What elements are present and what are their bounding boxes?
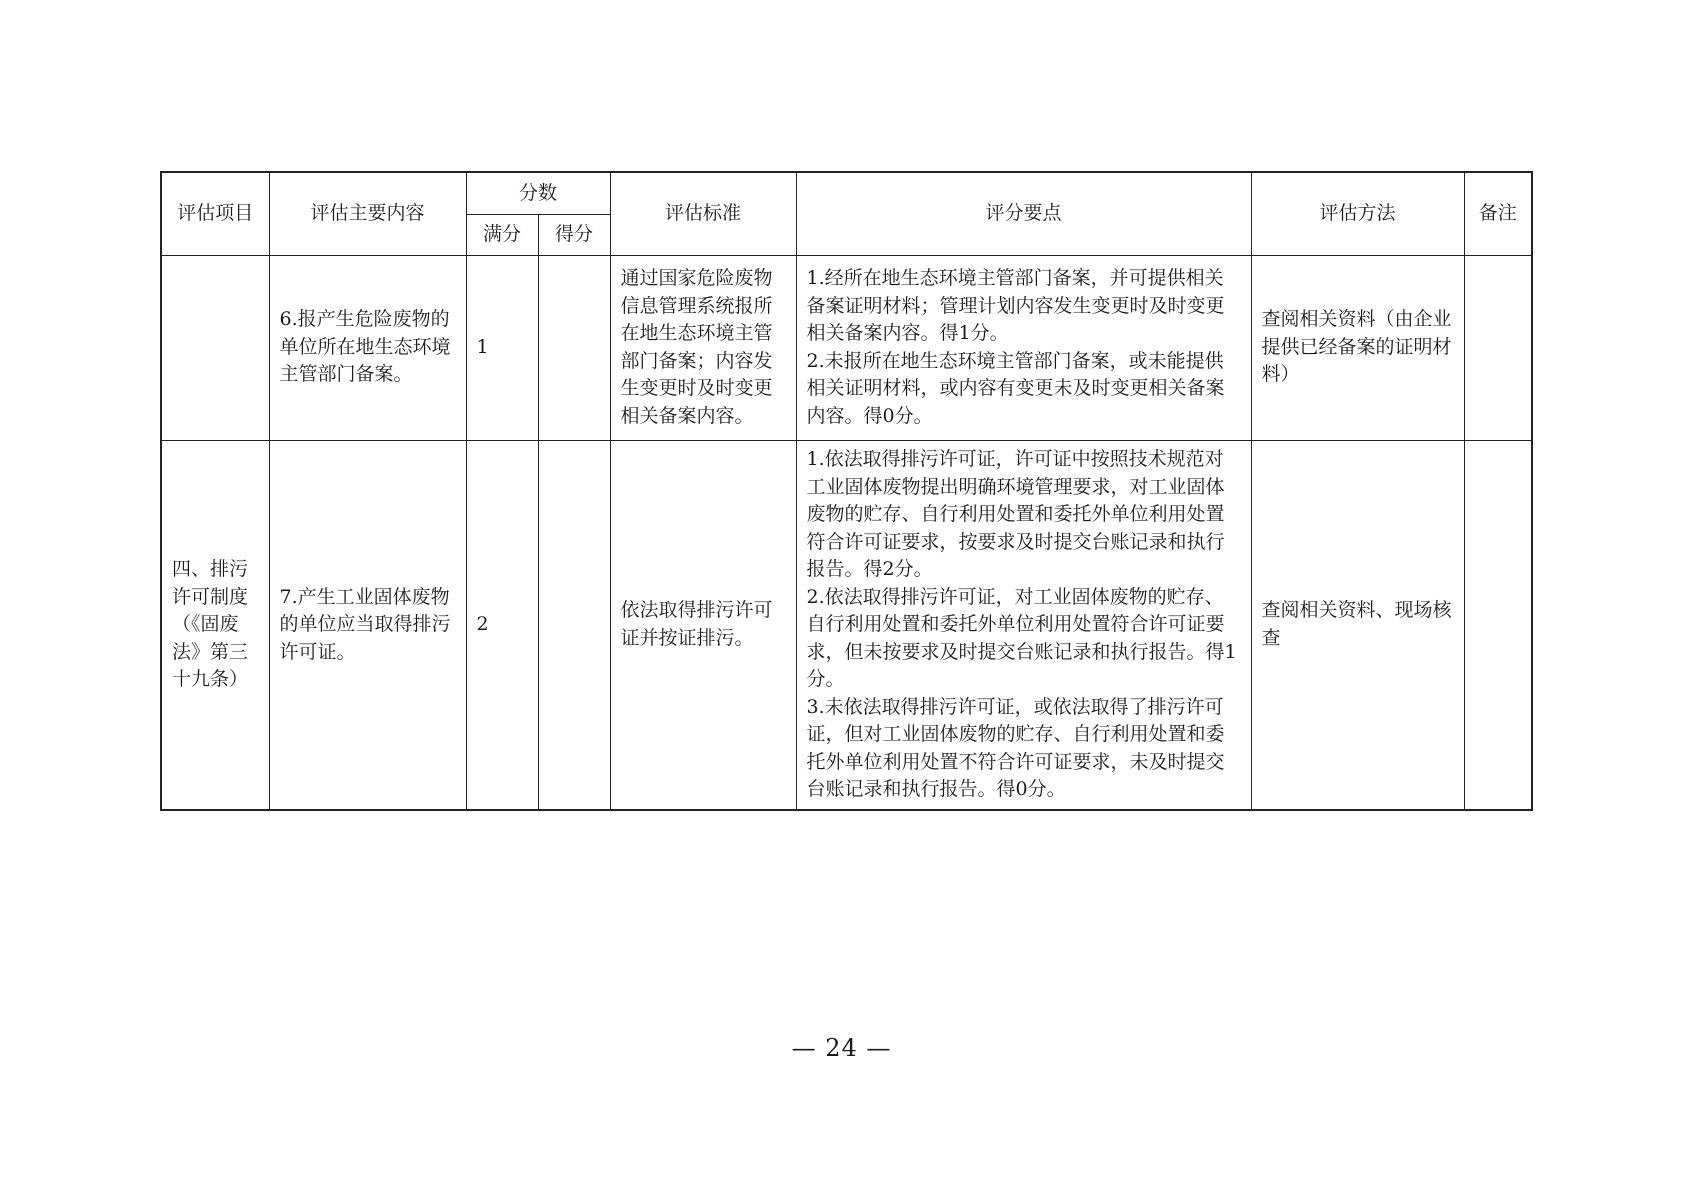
header-method: 评估方法 (1251, 172, 1464, 255)
cell-method: 查阅相关资料（由企业提供已经备案的证明材料） (1251, 255, 1464, 440)
cell-content: 6.报产生危险废物的单位所在地生态环境主管部门备案。 (269, 255, 466, 440)
header-full-score: 满分 (466, 214, 538, 255)
header-content: 评估主要内容 (269, 172, 466, 255)
scoring-point: 2.依法取得排污许可证，对工业固体废物的贮存、自行利用处置和委托外单位利用处置符合许可证要求，但未按要求及时提交台账记录和执行报告。得1分。 (806, 585, 1237, 690)
scoring-point: 3.未依法取得排污许可证，或依法取得了排污许可证，但对工业固体废物的贮存、自行利用处置和委托外单位利用处置不符合许可证要求，未及时提交台账记录和执行报告。得0分。 (806, 695, 1225, 800)
header-standard: 评估标准 (610, 172, 796, 255)
header-remark: 备注 (1464, 172, 1532, 255)
cell-item (161, 255, 269, 440)
table-row (161, 440, 1532, 810)
cell-remark (1464, 255, 1532, 440)
scoring-point: 1.依法取得排污许可证，许可证中按照技术规范对工业固体废物提出明确环境管理要求，对工业固体废物的贮存、自行利用处置和委托外单位利用处置符合许可证要求，按要求及时提交台账记录和执行报告。得2分。 (806, 448, 1225, 580)
cell-method: 查阅相关资料、现场核查 (1251, 440, 1464, 810)
assessment-table (160, 171, 1533, 811)
cell-remark (1464, 440, 1532, 810)
cell-points (796, 255, 1251, 440)
cell-content: 7.产生工业固体废物的单位应当取得排污许可证。 (269, 440, 466, 810)
cell-points (796, 440, 1251, 810)
header-score-group: 分数 (466, 172, 610, 214)
cell-standard: 通过国家危险废物信息管理系统报所在地生态环境主管部门备案；内容发生变更时及时变更相关备案内容。 (610, 255, 796, 440)
cell-got-score (538, 255, 610, 440)
page-number: — 24 — (791, 1034, 892, 1062)
cell-got-score (538, 440, 610, 810)
cell-item: 四、排污许可制度（《固废法》第三十九条） (161, 440, 269, 810)
scoring-point: 2.未报所在地生态环境主管部门备案，或未能提供相关证明材料，或内容有变更未及时变更相关备案内容。得0分。 (806, 349, 1225, 427)
header-item: 评估项目 (161, 172, 269, 255)
header-points: 评分要点 (796, 172, 1251, 255)
header-got-score: 得分 (538, 214, 610, 255)
cell-full-score: 2 (466, 440, 538, 810)
cell-standard: 依法取得排污许可证并按证排污。 (610, 440, 796, 810)
scoring-point: 1.经所在地生态环境主管部门备案，并可提供相关备案证明材料；管理计划内容发生变更时及时变更相关备案内容。得1分。 (806, 267, 1225, 344)
cell-full-score: 1 (466, 255, 538, 440)
table-row (161, 255, 1532, 440)
